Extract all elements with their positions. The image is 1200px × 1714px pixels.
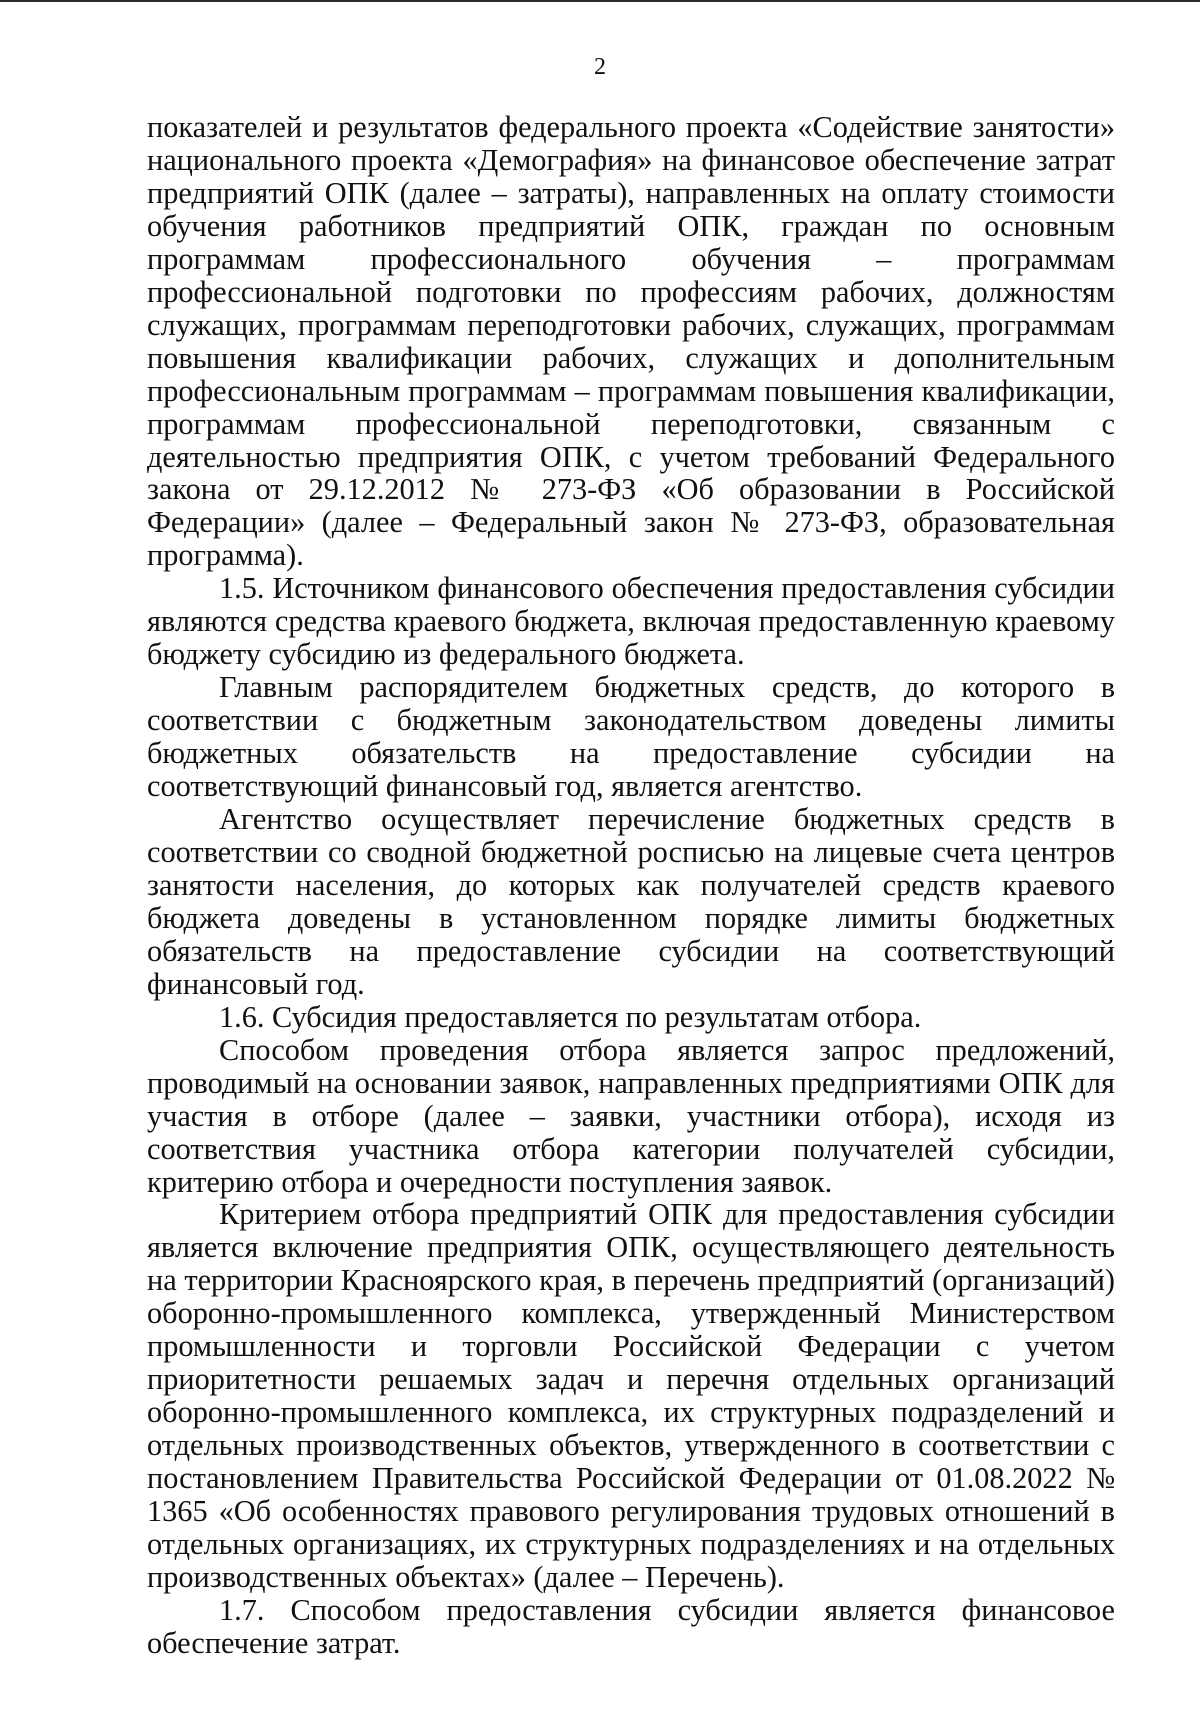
paragraph-1-5-funding-source: 1.5. Источником финансового обеспечения предоставления субсидии являются средства краевого бюджета, включая предоставленную краевому бюджету субсидию из федерального бюджета. — [147, 571, 1115, 672]
paragraph-continuation: показателей и результатов федерального проекта «Содействие занятости» национального проекта «Демография» на финансовое обеспечение затрат предприятий ОПК (далее – затраты), направленных на оплату стоимости обучения работников предприятий ОПК, граждан по основным программам профессионального обучения – программам профессиональной подготовки по профессиям рабочих, должностям служащих, программам переподготовки рабочих, служащих, программам повышения квалификации рабочих, служащих и дополнительным профессиональным программам – программам повышения квалификации, программам профессиональной переподготовки, связанным с деятельностью предприятия ОПК, с учетом требований Федерального закона от 29.12.2012 № 273-ФЗ «Об образовании в Российской Федерации» (далее – Федеральный закон № 273-ФЗ, образовательная программа). — [147, 110, 1115, 573]
paragraph-agency-transfer: Агентство осуществляет перечисление бюджетных средств в соответствии со сводной бюджетной росписью на лицевые счета центров занятости населения, до которых как получателей средств краевого бюджета доведены в установленном порядке лимиты бюджетных обязательств на предоставление субсидии на соответствующий финансовый год. — [147, 802, 1115, 1001]
document-body — [147, 111, 1115, 1660]
paragraph-selection-method: Способом проведения отбора является запрос предложений, проводимый на основании заявок, направленных предприятиями ОПК для участия в отборе (далее – заявки, участники отбора), исходя из соответствия участника отбора категории получателей субсидии, критерию отбора и очередности поступления заявок. — [147, 1032, 1115, 1199]
paragraph-selection-criterion: Критерием отбора предприятий ОПК для предоставления субсидии является включение предприятия ОПК, осуществляющего деятельность на территории Красноярского края, в перечень предприятий (организаций) оборонно-промышленного комплекса, утвержденный Министерством промышленности и торговли Российской Федерации с учетом приоритетности решаемых задач и перечня отдельных организаций оборонно-промышленного комплекса, их структурных подразделений и отдельных производственных объектов, утвержденного в соответствии с постановлением Правительства Российской Федерации от 01.08.2022 № 1365 «Об особенностях правового регулирования трудовых отношений в отдельных организациях, их структурных подразделениях и на отдельных производственных объектах» (далее – Перечень). — [147, 1197, 1115, 1594]
paragraph-1-7-method: 1.7. Способом предоставления субсидии является финансовое обеспечение затрат. — [147, 1592, 1115, 1660]
page-number: 2 — [594, 54, 606, 80]
paragraph-main-budget-manager: Главным распорядителем бюджетных средств, до которого в соответствии с бюджетным законодательством доведены лимиты бюджетных обязательств на предоставление субсидии на соответствующий финансовый год, является агентство. — [147, 670, 1115, 804]
top-border-line — [0, 0, 1200, 2]
paragraph-1-6-selection: 1.6. Субсидия предоставляется по результатам отбора. — [219, 999, 922, 1034]
